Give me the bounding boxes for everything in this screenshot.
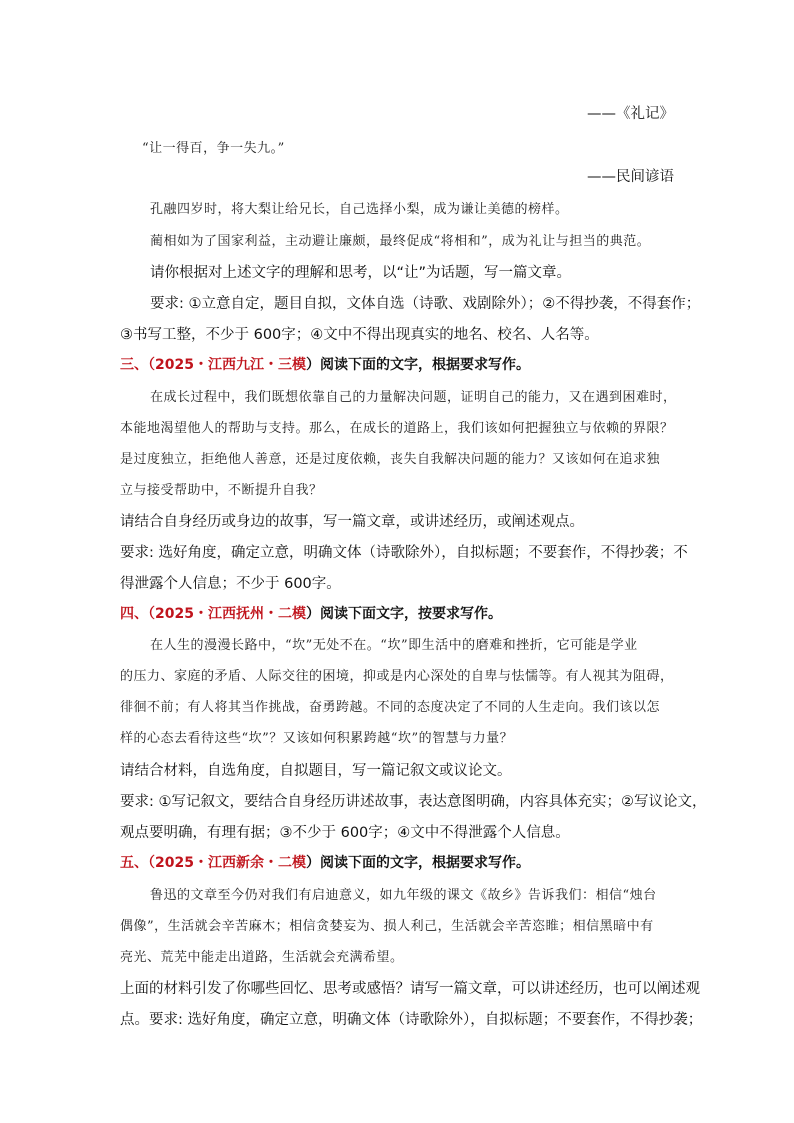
exam-source-tag: 2025・江西抚州・二模: [155, 606, 306, 622]
section-number: 五、（: [120, 855, 155, 871]
section-instruction: ）阅读下面的文字，根据要求写作。: [305, 855, 530, 871]
requirement-line: 要求: ①写记叙文，要结合自身经历讲述故事，表达意图明确，内容具体充实；②写议论文，: [120, 794, 707, 810]
requirement-line: ③书写工整，不少于 600字；④文中不得出现真实的地名、校名、人名等。: [120, 327, 599, 343]
writing-prompt: 请你根据对上述文字的理解和思考，以“让”为话题，写一篇文章。: [150, 265, 572, 281]
material-line: 亮光、荒芜中能走出道路，生活就会充满希望。: [120, 950, 404, 965]
writing-prompt: 请结合自身经历或身边的故事，写一篇文章，或讲述经历，或阐述观点。: [120, 514, 584, 530]
section-number: 三、（: [120, 357, 155, 373]
requirement-line: 观点要明确，有理有据；③不少于 600字；④文中不得泄露个人信息。: [120, 825, 570, 841]
quote-source-liji: ——《礼记》: [587, 106, 674, 122]
section-instruction: ）阅读下面的文字，根据要求写作。: [305, 357, 530, 373]
material-line: 徘徊不前；有人将其当作挑战，奋勇跨越。不同的态度决定了不同的人生走向。我们该以怎: [120, 700, 661, 715]
quote-text: “让一得百，争一失九。”: [142, 141, 285, 156]
exam-source-tag: 2025・江西九江・三模: [155, 357, 306, 373]
material-line: 孔融四岁时，将大梨让给兄长，自己选择小梨，成为谦让美德的榜样。: [150, 202, 569, 217]
material-line: 本能地渴望他人的帮助与支持。那么，在成长的道路上，我们该如何把握独立与依赖的界限？: [120, 421, 674, 436]
section-heading-4: [120, 603, 502, 623]
material-line: 是过度独立，拒绝他人善意，还是过度依赖，丧失自我解决问题的能力？又该如何在追求独: [120, 452, 661, 467]
exam-source-tag: 2025・江西新余・二模: [155, 855, 306, 871]
requirement-line: 要求: 选好角度，确定立意，明确文体（诗歌除外），自拟标题；不要套作，不得抄袭；不: [120, 545, 688, 561]
section-instruction: ）阅读下面文字，按要求写作。: [305, 606, 502, 622]
section-heading-3: [120, 354, 530, 374]
requirement-line: 要求: ①立意自定，题目自拟，文体自选（诗歌、戏剧除外）；②不得抄袭，不得套作；: [150, 296, 701, 312]
writing-prompt: 上面的材料引发了你哪些回忆、思考或感悟？请写一篇文章，可以讲述经历，也可以阐述观: [120, 981, 700, 997]
material-line: 蔺相如为了国家利益，主动避让廉颇，最终促成“将相和”，成为礼让与担当的典范。: [150, 234, 651, 249]
quote-source-proverb: ——民间谚语: [587, 169, 674, 185]
material-line: 的压力、家庭的矛盾、人际交往的困境，抑或是内心深处的自卑与怯懦等。有人视其为阻碍，: [120, 669, 674, 684]
section-number: 四、（: [120, 606, 155, 622]
writing-prompt: 请结合材料，自选角度，自拟题目，写一篇记叙文或议论文。: [120, 763, 512, 779]
material-line: 鲁迅的文章至今仍对我们有启迪意义，如九年级的课文《故乡》告诉我们：相信“烛台: [150, 888, 657, 903]
material-line: 立与接受帮助中，不断提升自我？: [120, 483, 323, 498]
material-line: 在人生的漫漫长路中，“坎”无处不在。“坎”即生活中的磨难和挫折，它可能是学业: [150, 638, 638, 653]
material-line: 样的心态去看待这些“坎”？又该如何积累跨越“坎”的智慧与力量？: [120, 731, 514, 746]
writing-prompt: 点。要求: 选好角度，确定立意，明确文体（诗歌除外），自拟标题；不要套作，不得抄袭；: [120, 1012, 703, 1028]
requirement-line: 得泄露个人信息；不少于 600字。: [120, 576, 341, 592]
material-line: 在成长过程中，我们既想依靠自己的力量解决问题，证明自己的能力，又在遇到困难时，: [150, 390, 677, 405]
section-heading-5: [120, 852, 530, 872]
material-line: 偶像”，生活就会辛苦麻木；相信贪婪妄为、损人利己，生活就会辛苦恣睢；相信黑暗中有: [120, 919, 654, 934]
